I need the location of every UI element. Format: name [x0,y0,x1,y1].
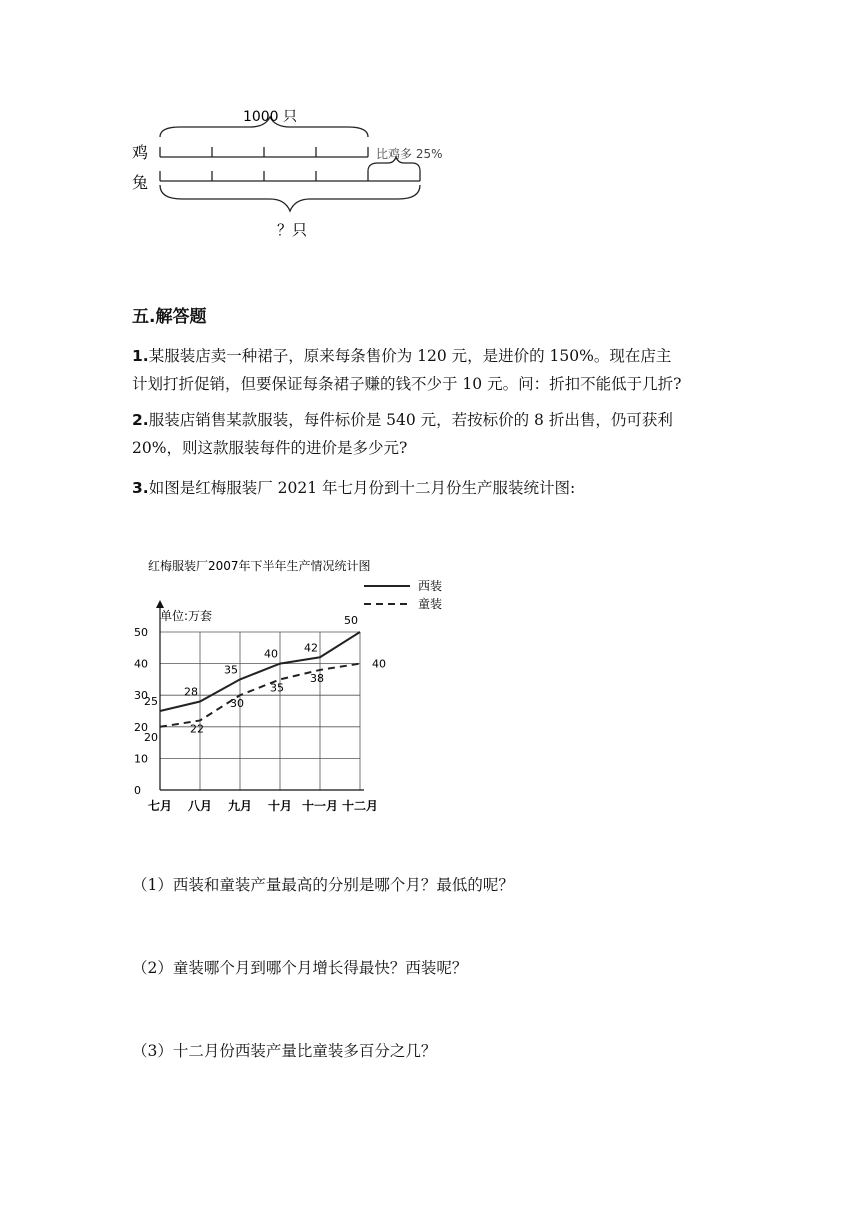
y-tick-label: 40 [134,657,148,671]
top-label: 1000 只 [242,109,298,125]
sub-question-2: （2）童装哪个月到哪个月增长得最快？西装呢？ [132,959,468,977]
chart-title: 红梅服装厂2007年下半年生产情况统计图 [148,559,371,573]
extra-label: 比鸡多 25% [376,147,443,161]
y-tick-label: 30 [134,689,148,703]
legend-label: 西装 [418,579,443,593]
sub-question-1: （1）西装和童装产量最高的分别是哪个月？最低的呢？ [132,876,514,894]
data-label: 20 [144,730,158,744]
y-tick-label: 50 [134,626,148,639]
data-label: 25 [144,695,158,708]
question-3-line-1: 如图是红梅服装厂 2021 年七月份到十二月份生产服装统计图: [148,479,576,497]
y-axis-arrow [156,600,164,608]
section-title: 五.解答题 [132,307,207,327]
data-label: 35 [224,663,238,677]
chicken-label: 鸡 [132,143,149,162]
data-label: 42 [304,641,318,655]
x-tick-label: 十月 [267,799,293,813]
series-layer [160,632,360,727]
question-3 [132,474,772,502]
question-1 [132,342,772,398]
bottom-brace [160,185,420,211]
question-2-number: 2. [132,411,149,429]
production-line-chart [120,548,480,828]
x-tick-label: 七月 [147,799,173,813]
data-label: 22 [190,722,204,736]
diagram-svg [120,95,480,245]
x-tick-label: 十二月 [341,799,379,813]
x-tick-label: 八月 [187,799,213,813]
question-2-line-1: 服装店销售某款服装，每件标价是 540 元，若按标价的 8 折出售，仍可获利 [148,411,673,429]
data-label: 50 [344,614,358,627]
legend [364,578,442,611]
label-layer [144,614,386,744]
series-line-suit [160,632,360,711]
sub-question-3: （3）十二月份西装产量比童装多百分之几？ [132,1042,437,1060]
data-label: 28 [184,685,198,699]
grid-layer [160,632,360,790]
data-label: 35 [270,681,284,695]
rabbit-label: 兔 [132,173,149,192]
bottom-label: ？只 [276,221,308,239]
question-2 [132,406,772,462]
chicken-ticks [160,147,368,157]
question-1-line-1: 某服装店卖一种裙子，原来每条售价为 120 元，是进价的 150%。现在店主 [148,347,672,365]
chart-svg [120,548,480,828]
x-tick-label: 十一月 [301,799,339,813]
rabbit-ticks [160,171,420,181]
data-label: 38 [310,671,324,685]
question-3-number: 3. [132,479,149,497]
y-tick-label: 20 [134,720,148,734]
data-label: 30 [230,697,244,711]
question-2-line-2: 20%，则这款服装每件的进价是多少元? [132,439,408,457]
question-1-line-2: 计划打折促销，但要保证每条裙子赚的钱不少于 10 元。问：折扣不能低于几折? [132,375,682,393]
data-label: 40 [372,657,386,671]
y-tick-label: 0 [134,784,141,797]
unit-label: 单位:万套 [160,609,213,623]
legend-label: 童装 [418,597,443,611]
x-tick-label: 九月 [227,799,253,813]
y-tick-label: 10 [134,752,148,766]
chicken-rabbit-diagram [120,95,480,245]
data-label: 40 [264,647,278,661]
question-1-number: 1. [132,347,149,365]
